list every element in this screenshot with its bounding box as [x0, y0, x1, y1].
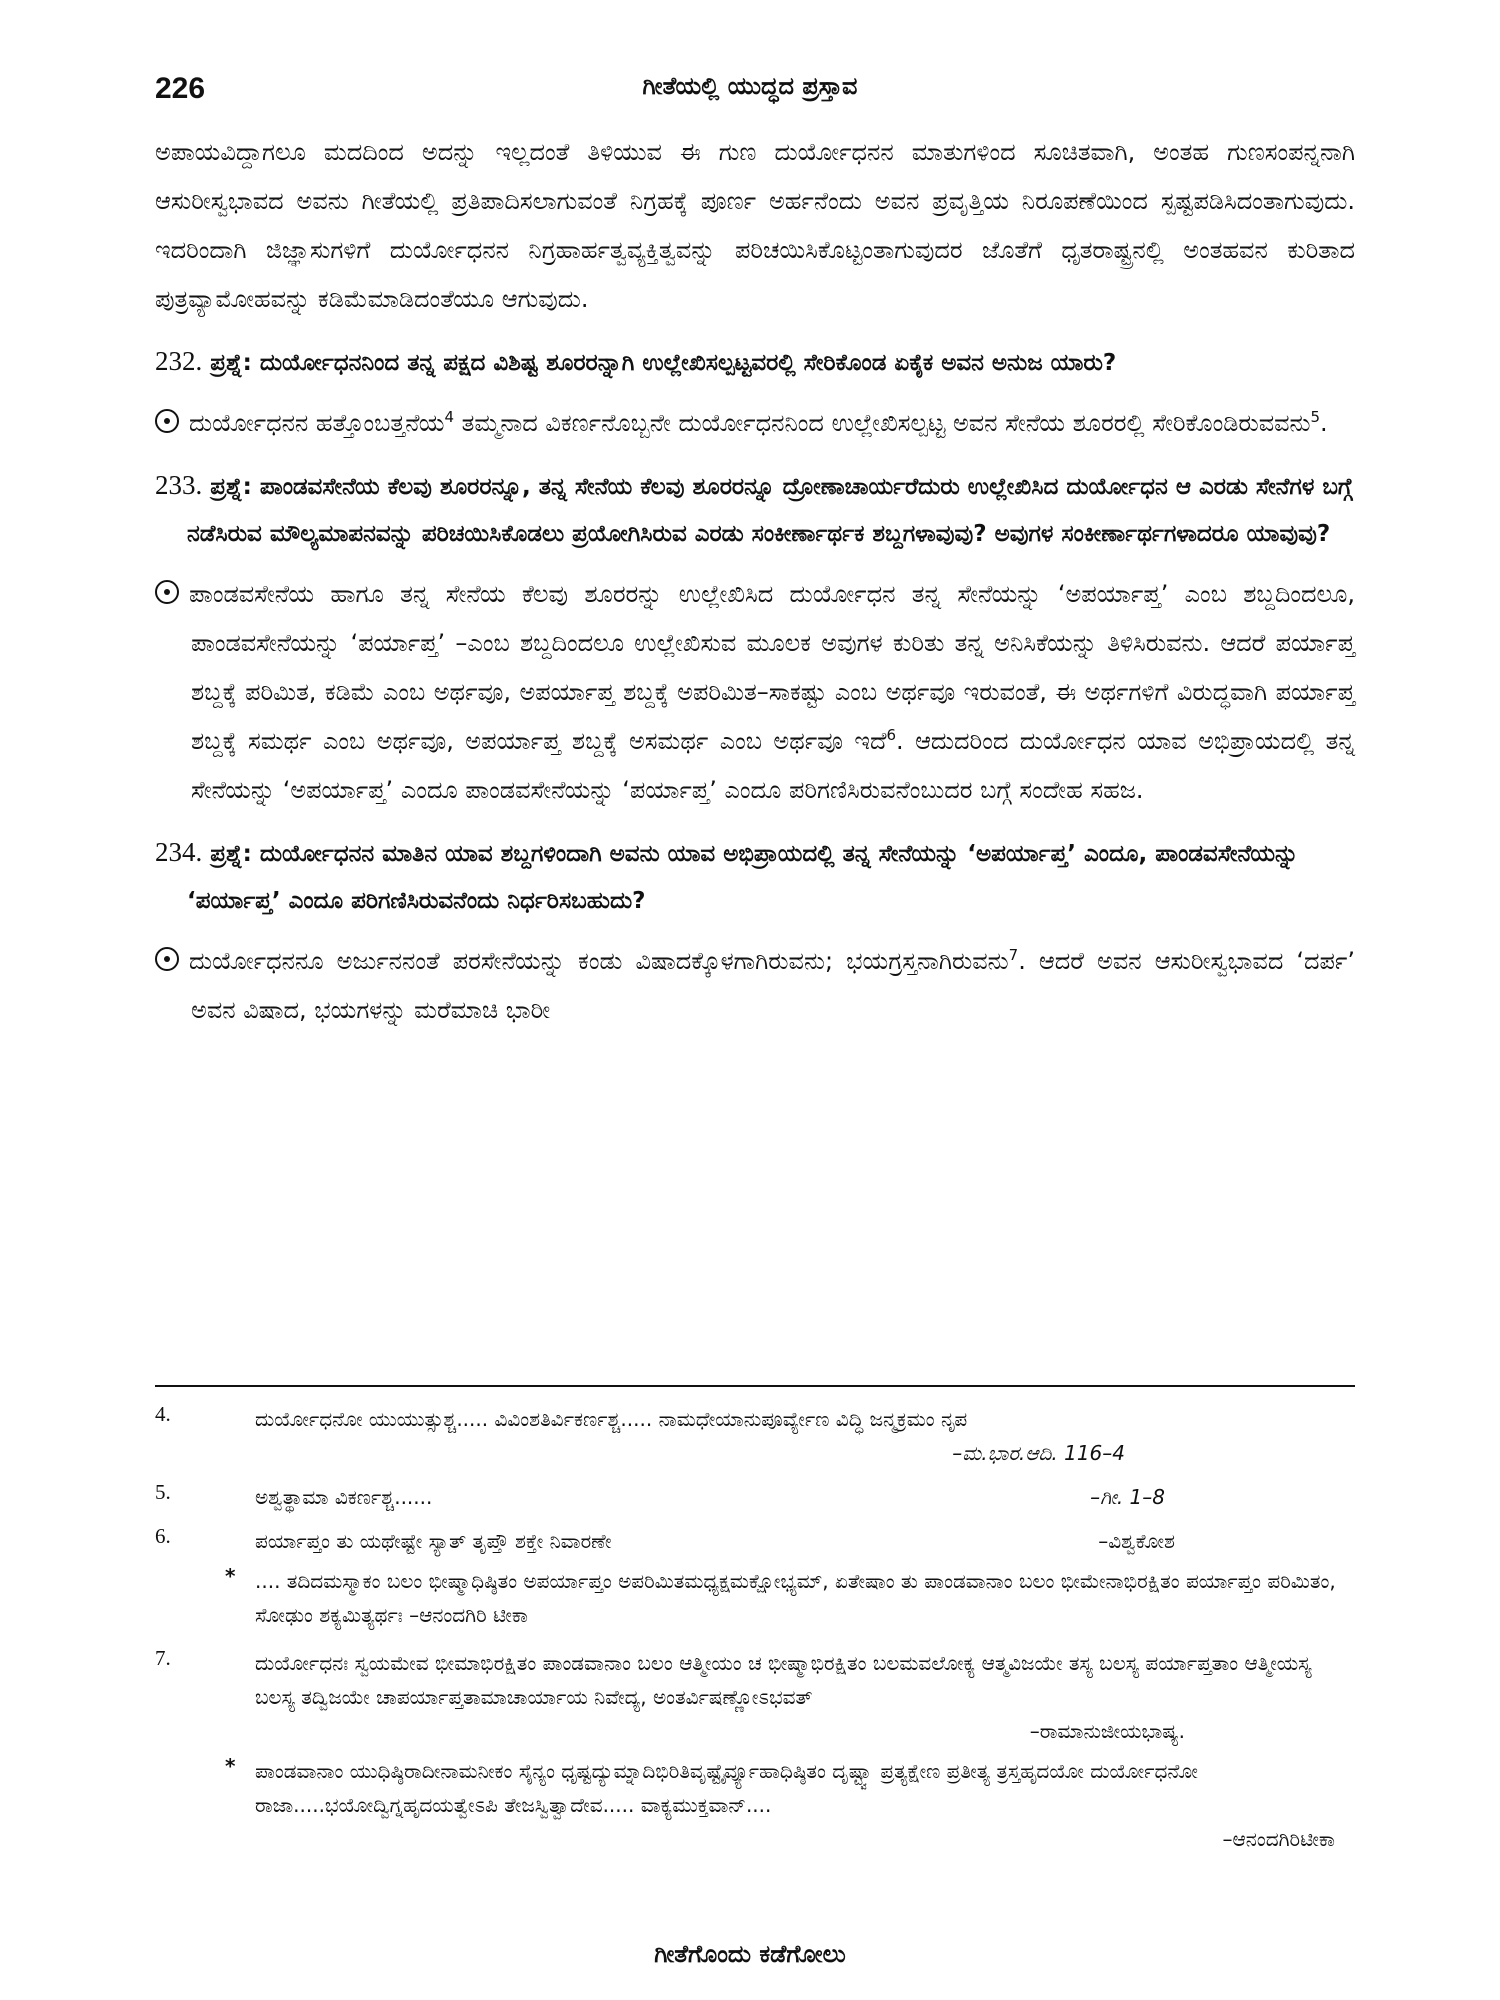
- answer-text: ದುರ್ಯೋಧನನೂ ಅರ್ಜುನನಂತೆ ಪರಸೇನೆಯನ್ನು ಕಂಡು ವಿಷಾದಕ್ಕೊಳಗಾಗಿರುವನು; ಭಯಗ್ರಸ್ತನಾಗಿರುವನು: [189, 947, 1009, 975]
- footnote-5: [155, 1480, 1355, 1514]
- page-number: 226: [155, 72, 206, 105]
- footnote-source: –ಮ.ಭಾರ.ಆದಿ. 116–4: [952, 1441, 1125, 1465]
- circle-dot-bullet-icon: [155, 409, 179, 433]
- intro-paragraph: ಅಪಾಯವಿದ್ದಾಗಲೂ ಮದದಿಂದ ಅದನ್ನು ಇಲ್ಲದಂತೆ ತಿಳಿಯುವ ಈ ಗುಣ ದುರ್ಯೋಧನನ ಮಾತುಗಳಿಂದ ಸೂಚಿತವಾಗಿ, ಅಂತಹ ಗುಣಸಂಪನ್ನನಾಗಿ ಆಸುರೀಸ್ವಭಾವದ ಅವನು ಗೀತೆಯಲ್ಲಿ ಪ್ರತಿಪಾದಿಸಲಾಗುವಂತೆ ನಿಗ್ರಹಕ್ಕೆ ಪೂರ್ಣ ಅರ್ಹನೆಂದು ಅವನ ಪ್ರವೃತ್ತಿಯ ನಿರೂಪಣೆಯಿಂದ ಸ್ಪಷ್ಟಪಡಿಸಿದಂತಾಗುವುದು. ಇದರಿಂದಾಗಿ ಜಿಜ್ಞಾಸುಗಳಿಗೆ ದುರ್ಯೋಧನನ ನಿಗ್ರಹಾರ್ಹತ್ವವ್ಯಕ್ತಿತ್ವವನ್ನು ಪರಿಚಯಿಸಿಕೊಟ್ಟಂತಾಗುವುದರ ಜೊತೆಗೆ ಧೃತರಾಷ್ಟ್ರನಲ್ಲಿ ಅಂತಹವನ ಕುರಿತಾದ ಪುತ್ರವ್ಯಾಮೋಹವನ್ನು ಕಡಿಮೆಮಾಡಿದಂತೆಯೂ ಆಗುವುದು.: [155, 138, 1355, 313]
- asterisk-marker: *: [225, 1564, 236, 1588]
- page-footer: ಗೀತೆಗೊಂದು ಕಡೆಗೋಲು: [654, 1940, 846, 1968]
- question-number: 233.: [155, 470, 203, 500]
- footnote-number: 6.: [155, 1524, 171, 1548]
- footnote-text: ದುರ್ಯೋಧನಃ ಸ್ವಯಮೇವ ಭೀಮಾಭಿರಕ್ಷಿತಂ ಪಾಂಡವಾನಾಂ ಬಲಂ ಆತ್ಮೀಯಂ ಚ ಭೀಷ್ಮಾಭಿರಕ್ಷಿತಂ ಬಲಮವಲೋಕ್ಯ ಆತ್ಮವಿಜಯೇ ತಸ್ಯ ಬಲಸ್ಯ ಪರ್ಯಾಪ್ತತಾಂ ಆತ್ಮೀಯಸ್ಯ ಬಲಸ್ಯ ತದ್ವಿಜಯೇ ಚಾಪರ್ಯಾಪ್ತತಾಮಾಚಾರ್ಯಾಯ ನಿವೇದ್ಯ, ಅಂತರ್ವಿಷಣ್ಣೋಽಭವತ್: [255, 1651, 1312, 1709]
- answer-text: ತಮ್ಮನಾದ ವಿಕರ್ಣನೊಬ್ಬನೇ ದುರ್ಯೋಧನನಿಂದ ಉಲ್ಲೇಖಿಸಲ್ಪಟ್ಟ ಅವನ ಸೇನೆಯ ಶೂರರಲ್ಲಿ ಸೇರಿಕೊಂಡಿರುವವನು: [453, 409, 1311, 437]
- footnote-7: [155, 1646, 1355, 1748]
- footnote-ref: 6: [886, 726, 897, 744]
- main-text: [155, 128, 1355, 1035]
- question-233: [155, 462, 1355, 558]
- answer-text: ಪಾಂಡವಸೇನೆಯ ಹಾಗೂ ತನ್ನ ಸೇನೆಯ ಕೆಲವು ಶೂರರನ್ನು ಉಲ್ಲೇಖಿಸಿದ ದುರ್ಯೋಧನ ತನ್ನ ಸೇನೆಯನ್ನು ‘ಅಪರ್ಯಾಪ್ತ’ ಎಂಬ ಶಬ್ದದಿಂದಲೂ, ಪಾಂಡವಸೇನೆಯನ್ನು ‘ಪರ್ಯಾಪ್ತ’ –ಎಂಬ ಶಬ್ದದಿಂದಲೂ ಉಲ್ಲೇಖಿಸುವ ಮೂಲಕ ಅವುಗಳ ಕುರಿತು ತನ್ನ ಅನಿಸಿಕೆಯನ್ನು ತಿಳಿಸಿರುವನು. ಆದರೆ ಪರ್ಯಾಪ್ತ ಶಬ್ದಕ್ಕೆ ಪರಿಮಿತ, ಕಡಿಮೆ ಎಂಬ ಅರ್ಥವೂ, ಅಪರ್ಯಾಪ್ತ ಶಬ್ದಕ್ಕೆ ಅಪರಿಮಿತ–ಸಾಕಷ್ಟು ಎಂಬ ಅರ್ಥವೂ ಇರುವಂತೆ, ಈ ಅರ್ಥಗಳಿಗೆ ವಿರುದ್ಧವಾಗಿ ಪರ್ಯಾಪ್ತ ಶಬ್ದಕ್ಕೆ ಸಮರ್ಥ ಎಂಬ ಅರ್ಥವೂ, ಅಪರ್ಯಾಪ್ತ ಶಬ್ದಕ್ಕೆ ಅಸಮರ್ಥ ಎಂಬ ಅರ್ಥವೂ ಇದೆ: [189, 580, 1355, 755]
- footnote-text: ಅಶ್ವತ್ಥಾಮಾ ವಿಕರ್ಣಶ್ಚ......: [255, 1485, 433, 1509]
- footnote-7-commentary: [225, 1754, 1355, 1856]
- footnotes: [155, 1392, 1355, 1856]
- footnote-ref: 5: [1310, 408, 1321, 426]
- question-text: ಪ್ರಶ್ನೆ: ಪಾಂಡವಸೇನೆಯ ಕೆಲವು ಶೂರರನ್ನೂ, ತನ್ನ ಸೇನೆಯ ಕೆಲವು ಶೂರರನ್ನೂ ದ್ರೋಣಾಚಾರ್ಯರೆದುರು ಉಲ್ಲೇಖಿಸಿದ ದುರ್ಯೋಧನ ಆ ಎರಡು ಸೇನೆಗಳ ಬಗ್ಗೆ ನಡೆಸಿರುವ ಮೌಲ್ಯಮಾಪನವನ್ನು ಪರಿಚಯಿಸಿಕೊಡಲು ಪ್ರಯೋಗಿಸಿರುವ ಎರಡು ಸಂಕೀರ್ಣಾರ್ಥಕ ಶಬ್ದಗಳಾವುವು? ಅವುಗಳ ಸಂಕೀರ್ಣಾರ್ಥಗಳಾದರೂ ಯಾವುವು?: [187, 474, 1353, 547]
- footnote-ref: 7: [1008, 946, 1019, 964]
- footnote-4: [155, 1402, 1355, 1470]
- footnote-source: –ರಾಮಾನುಜೀಯಭಾಷ್ಯ.: [1029, 1719, 1185, 1743]
- answer-text: ದುರ್ಯೋಧನನ ಹತ್ತೊಂಬತ್ತನೆಯ: [189, 409, 445, 437]
- qa-233: [155, 462, 1355, 815]
- footnote-text: ದುರ್ಯೋಧನೋ ಯುಯುತ್ಸುಶ್ಚ..... ವಿವಿಂಶತಿರ್ವಿಕರ್ಣಶ್ಚ..... ನಾಮಧೇಯಾನುಪೂರ್ವ್ಯೇಣ ವಿದ್ಧಿ ಜನ್ಮಕ್ರಮಂ ನೃಪ: [255, 1407, 968, 1431]
- footnote-ref: 4: [444, 408, 454, 426]
- circle-dot-bullet-icon: [155, 947, 179, 971]
- question-number: 234.: [155, 837, 203, 867]
- question-232: [155, 338, 1355, 387]
- qa-232: [155, 338, 1355, 448]
- footnote-6: [155, 1524, 1355, 1558]
- footnote-text: ಪರ್ಯಾಪ್ತಂ ತು ಯಥೇಷ್ಟೇ ಸ್ಯಾತ್ ತೃಪ್ತೌ ಶಕ್ತೇ ನಿವಾರಣೇ: [255, 1529, 612, 1553]
- answer-text: . ಆದರೆ ಅವನ ಆಸುರೀಸ್ವಭಾವದ ‘ದರ್ಪ’ ಅವನ ವಿಷಾದ, ಭಯಗಳನ್ನು ಮರೆಮಾಚಿ ಭಾರೀ: [191, 947, 1355, 1024]
- answer-232: [155, 399, 1355, 448]
- answer-234: [155, 937, 1355, 1035]
- question-number: 232.: [155, 346, 203, 376]
- asterisk-marker: *: [225, 1754, 236, 1778]
- question-234: [155, 829, 1355, 925]
- question-text: ಪ್ರಶ್ನೆ: ದುರ್ಯೋಧನನಿಂದ ತನ್ನ ಪಕ್ಷದ ವಿಶಿಷ್ಟ ಶೂರರನ್ನಾಗಿ ಉಲ್ಲೇಖಿಸಲ್ಪಟ್ಟವರಲ್ಲಿ ಸೇರಿಕೊಂಡ ಏಕೈಕ ಅವನ ಅನುಜ ಯಾರು?: [210, 350, 1117, 376]
- footnote-source: –ವಿಶ್ವಕೋಶ: [1098, 1529, 1175, 1553]
- footnote-number: 4.: [155, 1402, 171, 1426]
- footnote-6-commentary: [225, 1564, 1355, 1632]
- footnote-number: 5.: [155, 1480, 171, 1504]
- footnote-text: .... ತದಿದಮಸ್ಮಾಕಂ ಬಲಂ ಭೀಷ್ಮಾಧಿಷ್ಠಿತಂ ಅಪರ್ಯಾಪ್ತಂ ಅಪರಿಮಿತಮಧ್ಯಕ್ಷಮಕ್ಷೋಭ್ಯಮ್, ಏತೇಷಾಂ ತು ಪಾಂಡವಾನಾಂ ಬಲಂ ಭೀಮೇನಾಭಿರಕ್ಷಿತಂ ಪರ್ಯಾಪ್ತಂ ಪರಿಮಿತಂ, ಸೋಢುಂ ಶಕ್ಯಮಿತ್ಯರ್ಥಃ –ಆನಂದಗಿರಿ ಟೀಕಾ: [255, 1569, 1336, 1627]
- running-head-title: ಗೀತೆಯಲ್ಲಿ ಯುದ್ಧದ ಪ್ರಸ್ತಾವ: [642, 72, 858, 100]
- answer-text: .: [1320, 409, 1328, 437]
- footnote-number: 7.: [155, 1646, 171, 1670]
- footnote-source: –ಆನಂದಗಿರಿಟೀಕಾ: [1222, 1827, 1335, 1851]
- footnote-divider: [155, 1385, 1355, 1387]
- answer-233: [155, 570, 1355, 815]
- qa-234: [155, 829, 1355, 1035]
- circle-dot-bullet-icon: [155, 580, 179, 604]
- footnote-source: –ಗೀ. 1–8: [1090, 1485, 1165, 1509]
- footnote-text: ಪಾಂಡವಾನಾಂ ಯುಧಿಷ್ಠಿರಾದೀನಾಮನೀಕಂ ಸೈನ್ಯಂ ಧೃಷ್ಟದ್ಯುಮ್ನಾದಿಭಿರಿತಿವೃಷ್ಟೈರ್ವ್ಯೂಹಾಧಿಷ್ಠಿತಂ ದೃಷ್ಟ್ವಾ ಪ್ರತ್ಯಕ್ಷೇಣ ಪ್ರತೀತ್ಯ ತ್ರಸ್ತಹೃದಯೋ ದುರ್ಯೋಧನೋ ರಾಜಾ.....ಭಯೋದ್ವಿಗ್ನಹೃದಯತ್ವೇಽಪಿ ತೇಜಸ್ವಿತ್ವಾದೇವ..... ವಾಕ್ಯಮುಕ್ತವಾನ್....: [255, 1759, 1198, 1817]
- answer-text: . ಆದುದರಿಂದ ದುರ್ಯೋಧನ ಯಾವ ಅಭಿಪ್ರಾಯದಲ್ಲಿ ತನ್ನ ಸೇನೆಯನ್ನು ‘ಅಪರ್ಯಾಪ್ತ’ ಎಂದೂ ಪಾಂಡವಸೇನೆಯನ್ನು ‘ಪರ್ಯಾಪ್ತ’ ಎಂದೂ ಪರಿಗಣಿಸಿರುವನೆಂಬುದರ ಬಗ್ಗೆ ಸಂದೇಹ ಸಹಜ.: [191, 727, 1355, 804]
- question-text: ಪ್ರಶ್ನೆ: ದುರ್ಯೋಧನನ ಮಾತಿನ ಯಾವ ಶಬ್ದಗಳಿಂದಾಗಿ ಅವನು ಯಾವ ಅಭಿಪ್ರಾಯದಲ್ಲಿ ತನ್ನ ಸೇನೆಯನ್ನು ‘ಅಪರ್ಯಾಪ್ತ’ ಎಂದೂ, ಪಾಂಡವಸೇನೆಯನ್ನು ‘ಪರ್ಯಾಪ್ತ’ ಎಂದೂ ಪರಿಗಣಿಸಿರುವನೆಂದು ನಿರ್ಧರಿಸಬಹುದು?: [187, 841, 1299, 914]
